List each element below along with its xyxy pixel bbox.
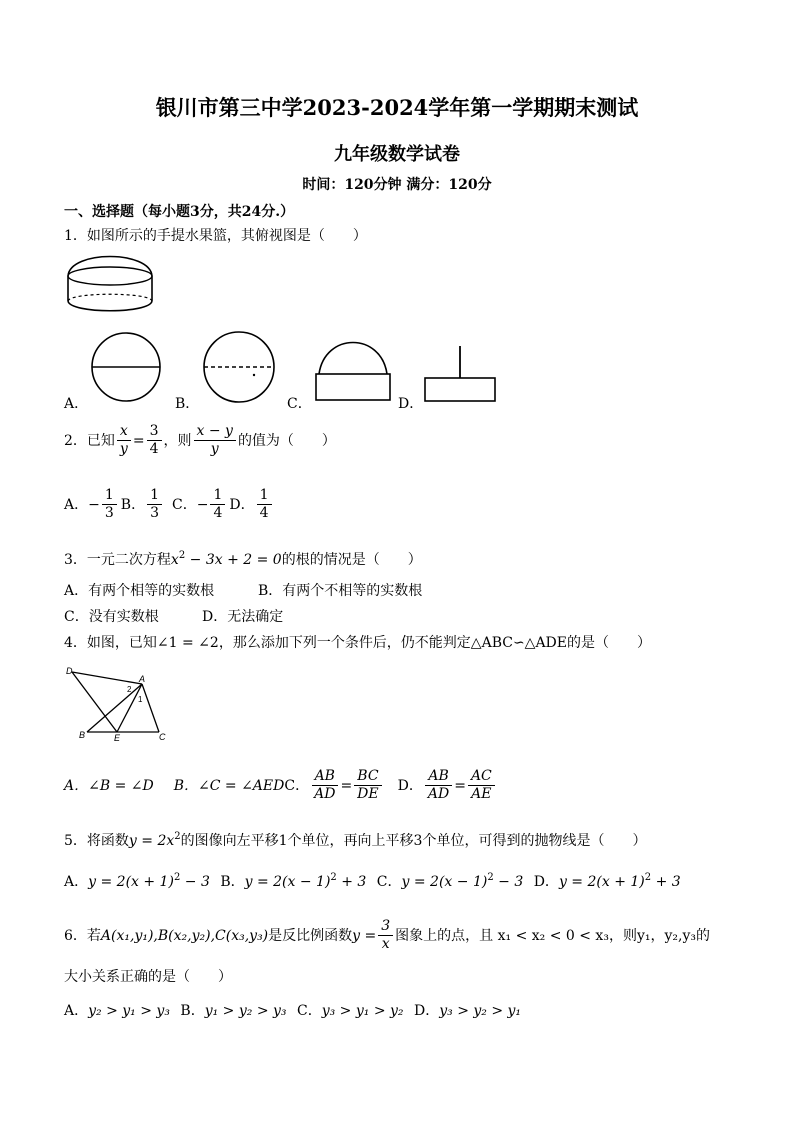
q5-c-expr1: y = 2(x − 1) xyxy=(401,874,488,890)
q2-suffix: 的值为（ ） xyxy=(237,432,336,449)
q2-option-c-label: C． xyxy=(172,496,197,513)
q4-c-frac1 xyxy=(311,768,338,803)
q6-mid: 是反比例函数 xyxy=(268,927,353,944)
q5-b-label: B． xyxy=(220,874,245,890)
q6-option-d[interactable] xyxy=(414,1003,521,1019)
q2-option-c-sign: − xyxy=(196,496,209,513)
q6-stem xyxy=(64,918,710,953)
q6-options xyxy=(64,1002,521,1020)
q3-option-d[interactable]: D．无法确定 xyxy=(202,609,284,625)
q1-option-b-figure xyxy=(202,330,276,404)
q2-option-a[interactable] xyxy=(64,487,119,522)
q2-option-b[interactable] xyxy=(121,487,164,522)
q2-option-d[interactable] xyxy=(229,487,273,522)
q2-stem xyxy=(64,423,336,458)
q3-eq-rest: − 3x + 2 = 0 xyxy=(185,552,282,568)
q4-d-frac2 xyxy=(468,768,495,803)
q6-d-label: D． xyxy=(413,1003,440,1019)
q2-frac-xy-num: x xyxy=(117,423,131,441)
q3-option-b[interactable]: B．有两个不相等的实数根 xyxy=(258,583,423,599)
q6-option-c[interactable] xyxy=(297,1003,404,1019)
q4-option-c[interactable] xyxy=(284,768,383,803)
q1-option-c-figure xyxy=(313,336,393,404)
q2-option-b-label: B． xyxy=(120,496,146,513)
q1-option-a-figure xyxy=(90,331,162,403)
q4-d-frac2-den: AE xyxy=(471,786,492,802)
q4-options xyxy=(64,768,497,803)
q2-option-a-sign: − xyxy=(88,496,100,513)
q5-a-expr2: − 3 xyxy=(180,874,210,890)
q5-option-a[interactable] xyxy=(64,874,210,890)
q3-option-a[interactable]: A．有两个相等的实数根 xyxy=(64,583,215,599)
q4-line-ac xyxy=(142,684,159,732)
q2-frac-target-num: x − y xyxy=(194,423,236,441)
q2-option-c-frac xyxy=(210,487,225,522)
q2-option-d-num: 1 xyxy=(257,487,272,505)
q5-b-expr2: + 3 xyxy=(336,874,367,890)
q1-option-d[interactable]: D． xyxy=(398,396,424,412)
q2-option-d-frac xyxy=(257,487,272,522)
q3-prefix: 3．一元二次方程 xyxy=(64,552,171,568)
q4-label-b: B xyxy=(79,730,86,740)
section-heading: 一、选择题（每小题3分，共24分.） xyxy=(64,204,295,220)
q4-option-d[interactable] xyxy=(398,768,497,803)
q6-frac-num: 3 xyxy=(378,918,393,936)
q2-option-a-frac xyxy=(102,487,117,522)
q4-d-eq: = xyxy=(454,777,466,794)
q6-a-expr: y₂ > y₁ > y₃ xyxy=(88,1003,170,1019)
q6-c-label: C． xyxy=(296,1003,322,1019)
q2-option-d-den: 4 xyxy=(259,505,269,521)
q4-label-1: 1 xyxy=(138,695,143,704)
q5-options xyxy=(64,873,681,891)
q5-d-label: D． xyxy=(533,874,559,890)
q2-frac-34 xyxy=(147,423,162,458)
q4-option-a[interactable]: A．∠B = ∠D xyxy=(64,777,154,794)
q2-option-b-frac xyxy=(147,487,162,522)
q4-d-frac1-den: AD xyxy=(427,786,450,802)
q4-line-de xyxy=(72,672,117,732)
q6-d-expr: y₃ > y₂ > y₁ xyxy=(439,1003,522,1019)
q4-c-frac2-den: DE xyxy=(357,786,379,802)
q5-exp: 2 xyxy=(174,831,181,842)
q6-frac-den: x xyxy=(381,936,390,952)
q2-frac-xy-den: y xyxy=(119,441,128,457)
q2-option-b-num: 1 xyxy=(147,487,162,505)
q1-option-a[interactable]: A． xyxy=(64,396,89,412)
q5-c-label: C． xyxy=(376,874,402,890)
q2-frac-target-den: y xyxy=(210,441,219,457)
q4-c-frac1-num: AB xyxy=(312,768,338,786)
q2-equals: = xyxy=(132,432,145,449)
q5-c-expr2: − 3 xyxy=(493,874,524,890)
q3-eq-x: x xyxy=(170,552,179,568)
q2-option-c[interactable] xyxy=(172,487,227,522)
q4-option-b[interactable]: B．∠C = ∠AED xyxy=(173,777,285,794)
q5-option-b[interactable] xyxy=(220,874,366,890)
q4-c-eq: = xyxy=(340,777,353,794)
q5-suffix: 的图像向左平移1个单位，再向上平移3个单位，可得到的抛物线是（ ） xyxy=(180,833,647,849)
q4-stem: 4．如图，已知∠1 = ∠2，那么添加下列一个条件后，仍不能判定△ABC∽△ADE的是（ ） xyxy=(64,635,652,651)
exam-title: 银川市第三中学2023-2024学年第一学期期末测试 xyxy=(155,95,639,120)
q5-c-sq: 2 xyxy=(487,872,494,883)
q2-option-d-label: D． xyxy=(229,496,255,513)
q5-func: y = 2x xyxy=(128,833,175,849)
q5-stem xyxy=(64,832,646,850)
q3-option-c[interactable]: C．没有实数根 xyxy=(64,609,159,625)
q3-eq-exp: 2 xyxy=(178,550,186,561)
q2-options xyxy=(64,487,274,522)
q5-b-expr1: y = 2(x − 1) xyxy=(244,874,331,890)
q2-option-b-den: 3 xyxy=(150,505,159,521)
q4-d-frac2-num: AC xyxy=(468,768,495,786)
q6-c-expr: y₃ > y₁ > y₂ xyxy=(321,1003,404,1019)
q5-d-expr2: + 3 xyxy=(651,874,681,890)
q6-cond: 图象上的点，且 x₁ < x₂ < 0 < x₃，则y₁，y₂,y₃的 xyxy=(395,927,710,944)
q6-option-b[interactable] xyxy=(180,1003,286,1019)
q5-a-expr1: y = 2(x + 1) xyxy=(88,874,174,890)
q1-basket-figure xyxy=(62,246,160,322)
q5-a-sq: 2 xyxy=(173,872,181,883)
exam-info: 时间：120分钟 满分：120分 xyxy=(302,177,492,193)
q2-option-c-den: 4 xyxy=(213,505,223,521)
q2-prefix: 2．已知 xyxy=(64,432,115,449)
q2-frac-xy xyxy=(117,423,131,458)
q4-label-a: A xyxy=(139,674,146,684)
q5-b-sq: 2 xyxy=(330,872,337,883)
q4-label-c: C xyxy=(159,732,166,742)
q2-mid: ，则 xyxy=(163,432,192,449)
q2-option-a-num: 1 xyxy=(102,487,117,505)
q5-option-c[interactable] xyxy=(377,874,523,890)
q5-a-label: A． xyxy=(64,874,89,890)
q4-c-frac2-num: BC xyxy=(354,768,381,786)
q6-b-label: B． xyxy=(180,1003,205,1019)
q1-option-b[interactable]: B． xyxy=(175,396,200,412)
q4-d-frac1-num: AB xyxy=(425,768,451,786)
q3-stem xyxy=(64,551,422,569)
q6-b-expr: y₁ > y₂ > y₃ xyxy=(204,1003,287,1019)
exam-subtitle: 九年级数学试卷 xyxy=(334,144,460,165)
q2-option-a-label: A． xyxy=(64,496,89,513)
q5-prefix: 5．将函数 xyxy=(64,833,129,849)
q6-prefix: 6．若 xyxy=(64,927,101,944)
q4-line-da xyxy=(72,672,142,684)
q4-line-ba xyxy=(87,684,142,732)
q4-option-d-label: D． xyxy=(397,777,423,794)
q2-frac-target xyxy=(194,423,236,458)
q2-frac-34-num: 3 xyxy=(147,423,162,441)
q2-frac-34-den: 4 xyxy=(149,441,159,457)
q5-d-sq: 2 xyxy=(644,872,652,883)
q6-a-label: A． xyxy=(64,1003,89,1019)
q6-points: A(x₁,y₁),B(x₂,y₂),C(x₃,y₃) xyxy=(100,927,269,944)
q4-d-frac1 xyxy=(425,768,452,803)
q4-label-d: D xyxy=(66,666,73,676)
q6-func: y = xyxy=(352,927,377,944)
q4-label-2: 2 xyxy=(127,685,132,694)
q6-option-a[interactable] xyxy=(64,1003,170,1019)
q6-frac xyxy=(378,918,393,953)
q4-c-frac2 xyxy=(354,768,381,803)
q2-option-a-den: 3 xyxy=(104,505,114,521)
q4-option-c-label: C． xyxy=(284,777,310,794)
q1-option-c[interactable]: C． xyxy=(287,396,312,412)
q4-triangle-figure xyxy=(62,662,174,742)
q4-label-e: E xyxy=(114,733,121,742)
q5-d-expr1: y = 2(x + 1) xyxy=(558,874,645,890)
q6-line2: 大小关系正确的是（ ） xyxy=(64,969,232,985)
q1-stem: 1．如图所示的手提水果篮，其俯视图是（ ） xyxy=(64,228,367,244)
q1-option-d-figure xyxy=(422,344,498,404)
q4-c-frac1-den: AD xyxy=(314,786,336,802)
q5-option-d[interactable] xyxy=(534,874,681,890)
q2-option-c-num: 1 xyxy=(210,487,225,505)
q3-suffix: 的根的情况是（ ） xyxy=(281,552,422,568)
